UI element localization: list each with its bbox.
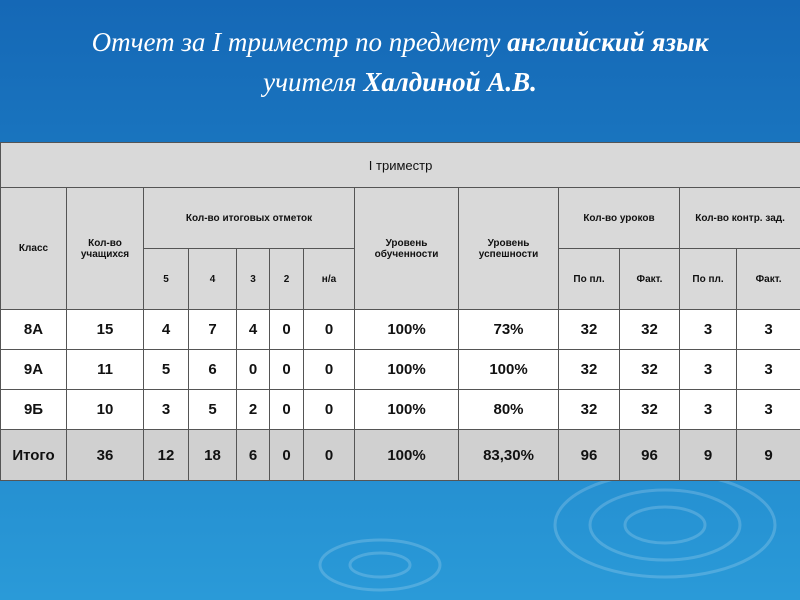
cell-students: 36 xyxy=(67,430,144,481)
cell-class: 8А xyxy=(1,310,67,350)
title-text: Отчет за I триместр по предмету xyxy=(91,27,508,57)
header-grade-4: 4 xyxy=(189,249,237,310)
cell-lessons-fact: 32 xyxy=(620,390,680,430)
cell-control-plan: 9 xyxy=(680,430,737,481)
header-lessons-plan: По пл. xyxy=(559,249,620,310)
cell-grade-4: 5 xyxy=(189,390,237,430)
cell-grade-2: 0 xyxy=(270,350,304,390)
cell-control-plan: 3 xyxy=(680,310,737,350)
cell-learning-level: 100% xyxy=(355,390,459,430)
cell-grade-5: 5 xyxy=(144,350,189,390)
cell-grade-3: 6 xyxy=(237,430,270,481)
cell-success-level: 100% xyxy=(459,350,559,390)
cell-grade-2: 0 xyxy=(270,310,304,350)
title-line-2 xyxy=(0,62,800,102)
cell-control-fact: 3 xyxy=(737,310,800,350)
cell-control-plan: 3 xyxy=(680,390,737,430)
header-learning-level: Уровень обученности xyxy=(355,188,459,310)
cell-grade-5: 12 xyxy=(144,430,189,481)
cell-lessons-plan: 96 xyxy=(559,430,620,481)
cell-students: 10 xyxy=(67,390,144,430)
header-control-fact: Факт. xyxy=(737,249,800,310)
cell-grade-2: 0 xyxy=(270,390,304,430)
header-class: Класс xyxy=(1,188,67,310)
cell-learning-level: 100% xyxy=(355,350,459,390)
header-lessons: Кол-во уроков xyxy=(559,188,680,249)
cell-grade-na: 0 xyxy=(304,430,355,481)
table-row xyxy=(1,310,800,350)
cell-grade-na: 0 xyxy=(304,310,355,350)
cell-control-fact: 9 xyxy=(737,430,800,481)
header-grade-3: 3 xyxy=(237,249,270,310)
cell-learning-level: 100% xyxy=(355,310,459,350)
table-row xyxy=(1,390,800,430)
table-row xyxy=(1,350,800,390)
cell-control-plan: 3 xyxy=(680,350,737,390)
header-lessons-fact: Факт. xyxy=(620,249,680,310)
header-control: Кол-во контр. зад. xyxy=(680,188,800,249)
header-grade-na: н/а xyxy=(304,249,355,310)
cell-students: 11 xyxy=(67,350,144,390)
cell-success-level: 80% xyxy=(459,390,559,430)
cell-grade-na: 0 xyxy=(304,390,355,430)
header-grades: Кол-во итоговых отметок xyxy=(144,188,355,249)
cell-grade-na: 0 xyxy=(304,350,355,390)
cell-lessons-plan: 32 xyxy=(559,390,620,430)
cell-grade-3: 0 xyxy=(237,350,270,390)
header-students: Кол-во учащихся xyxy=(67,188,144,310)
header-control-plan: По пл. xyxy=(680,249,737,310)
cell-lessons-plan: 32 xyxy=(559,350,620,390)
cell-lessons-plan: 32 xyxy=(559,310,620,350)
report-table xyxy=(0,142,800,481)
cell-learning-level: 100% xyxy=(355,430,459,481)
cell-grade-2: 0 xyxy=(270,430,304,481)
page-title xyxy=(0,22,800,102)
cell-students: 15 xyxy=(67,310,144,350)
title-line-1 xyxy=(0,22,800,62)
cell-lessons-fact: 32 xyxy=(620,350,680,390)
header-grade-5: 5 xyxy=(144,249,189,310)
header-trimester: I триместр xyxy=(1,143,800,188)
cell-success-level: 83,30% xyxy=(459,430,559,481)
cell-grade-3: 4 xyxy=(237,310,270,350)
cell-grade-4: 18 xyxy=(189,430,237,481)
cell-grade-5: 3 xyxy=(144,390,189,430)
cell-success-level: 73% xyxy=(459,310,559,350)
cell-control-fact: 3 xyxy=(737,390,800,430)
header-grade-2: 2 xyxy=(270,249,304,310)
cell-lessons-fact: 96 xyxy=(620,430,680,481)
cell-grade-4: 6 xyxy=(189,350,237,390)
subject-name: английский язык xyxy=(507,27,709,57)
cell-grade-4: 7 xyxy=(189,310,237,350)
cell-lessons-fact: 32 xyxy=(620,310,680,350)
cell-control-fact: 3 xyxy=(737,350,800,390)
teacher-name: Халдиной А.В. xyxy=(363,67,537,97)
cell-grade-3: 2 xyxy=(237,390,270,430)
header-success-level: Уровень успешности xyxy=(459,188,559,310)
table-total-row xyxy=(1,430,800,481)
title-text: учителя xyxy=(263,67,364,97)
cell-class: 9Б xyxy=(1,390,67,430)
cell-class: 9А xyxy=(1,350,67,390)
cell-grade-5: 4 xyxy=(144,310,189,350)
cell-class: Итого xyxy=(1,430,67,481)
